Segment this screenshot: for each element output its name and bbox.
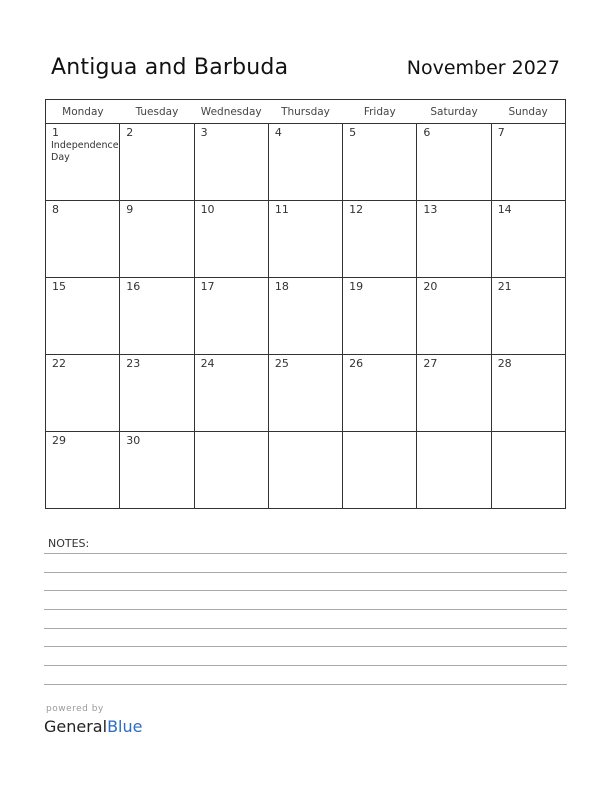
day-cell <box>343 432 417 509</box>
day-number: 8 <box>52 203 59 216</box>
day-number: 14 <box>497 203 512 216</box>
week-row <box>46 355 566 432</box>
day-number: 23 <box>126 357 141 370</box>
day-cell <box>343 278 417 355</box>
day-number: 2 <box>126 126 134 139</box>
day-cell <box>194 201 268 278</box>
day-cell <box>491 432 565 509</box>
note-line <box>44 590 567 591</box>
day-cell <box>120 355 194 432</box>
day-number: 4 <box>274 126 282 139</box>
weekday-friday: Friday <box>343 100 417 124</box>
day-cell <box>194 432 268 509</box>
day-number: 25 <box>274 357 289 370</box>
day-number: 5 <box>349 126 357 139</box>
day-number: 30 <box>126 434 141 447</box>
notes-label: NOTES: <box>48 537 90 550</box>
day-number: 29 <box>52 434 66 447</box>
note-line <box>44 609 567 610</box>
day-number: 13 <box>423 203 438 216</box>
day-cell <box>491 201 565 278</box>
day-number: 22 <box>52 357 66 370</box>
day-cell <box>417 278 491 355</box>
week-row <box>46 201 566 278</box>
week-row <box>46 278 566 355</box>
day-cell <box>46 124 120 201</box>
country-title: Antigua and Barbuda <box>51 55 289 80</box>
day-cell <box>120 432 194 509</box>
day-cell <box>120 201 194 278</box>
note-line <box>44 628 567 629</box>
day-number: 9 <box>126 203 134 216</box>
note-line <box>44 553 567 554</box>
day-number: 16 <box>126 280 141 293</box>
day-number: 3 <box>200 126 208 139</box>
day-cell <box>491 355 565 432</box>
weekday-thursday: Thursday <box>268 100 342 124</box>
note-line <box>44 572 567 573</box>
note-line <box>44 684 567 685</box>
weekday-header-row <box>46 100 566 124</box>
week-row <box>46 432 566 509</box>
note-line <box>44 665 567 666</box>
day-number: 18 <box>274 280 289 293</box>
day-cell <box>417 124 491 201</box>
day-number: 17 <box>200 280 215 293</box>
day-number: 20 <box>423 280 438 293</box>
day-cell <box>343 201 417 278</box>
day-cell <box>194 124 268 201</box>
day-cell <box>343 355 417 432</box>
day-cell <box>268 432 342 509</box>
note-line <box>44 646 567 647</box>
weekday-tuesday: Tuesday <box>120 100 194 124</box>
day-cell <box>268 124 342 201</box>
day-cell <box>491 278 565 355</box>
day-number: 6 <box>423 126 431 139</box>
day-number: 1 <box>52 126 59 139</box>
weekday-sunday: Sunday <box>491 100 565 124</box>
day-number: 24 <box>200 357 215 370</box>
month-title: November 2027 <box>406 57 560 79</box>
day-cell <box>268 278 342 355</box>
day-number: 27 <box>423 357 438 370</box>
day-cell <box>268 201 342 278</box>
day-number: 10 <box>200 203 215 216</box>
day-cell <box>46 355 120 432</box>
brand-part2: Blue <box>107 717 143 736</box>
calendar-grid <box>45 99 566 509</box>
day-cell <box>194 355 268 432</box>
day-cell <box>417 432 491 509</box>
day-cell <box>491 124 565 201</box>
generalblue-logo <box>44 717 142 736</box>
day-cell <box>194 278 268 355</box>
week-row <box>46 124 566 201</box>
brand-part1: General <box>44 717 108 736</box>
weekday-wednesday: Wednesday <box>194 100 268 124</box>
weekday-saturday: Saturday <box>417 100 491 124</box>
day-cell <box>46 201 120 278</box>
day-cell <box>268 355 342 432</box>
day-number: 15 <box>52 280 66 293</box>
day-cell <box>417 201 491 278</box>
day-cell <box>120 124 194 201</box>
day-number: 26 <box>349 357 364 370</box>
day-number: 21 <box>497 280 512 293</box>
day-cell <box>120 278 194 355</box>
day-number: 28 <box>497 357 512 370</box>
day-cell <box>46 278 120 355</box>
day-cell <box>343 124 417 201</box>
day-number: 12 <box>349 203 364 216</box>
day-cell <box>46 432 120 509</box>
day-cell <box>417 355 491 432</box>
holiday-label: Independence Day <box>51 140 119 163</box>
day-number: 7 <box>497 126 505 139</box>
powered-by-text: powered by <box>46 704 104 714</box>
day-number: 11 <box>274 203 289 216</box>
day-number: 19 <box>349 280 364 293</box>
weekday-monday: Monday <box>46 100 120 124</box>
